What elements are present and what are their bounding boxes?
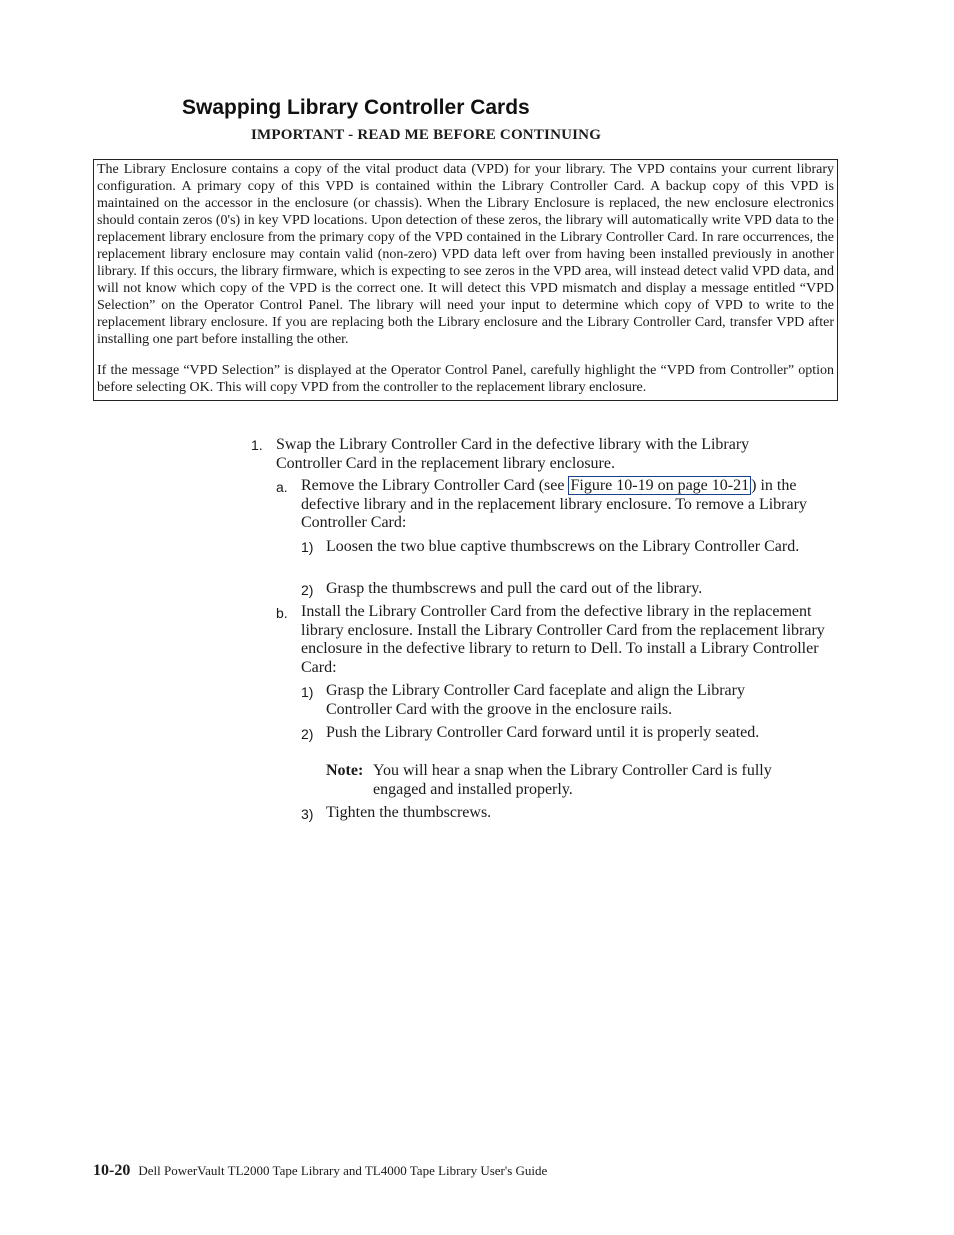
page-heading: Swapping Library Controller Cards	[182, 96, 530, 119]
step-b1-text: Grasp the Library Controller Card faceplate and align the Library Controller Card with the groove in the enclosure rails.	[326, 682, 745, 718]
page-footer	[93, 1162, 547, 1180]
note-label: Note:	[326, 762, 364, 779]
note-text: You will hear a snap when the Library Controller Card is fully engaged and installed properly.	[373, 762, 772, 798]
step-1-number: 1.	[251, 437, 263, 453]
step-b-text: Install the Library Controller Card from the defective library in the replacement library enclosure. Install the Library Controller Card from the replacement library enclosure in the defective library to return to Dell. To install a Library Controller Card:	[301, 603, 825, 676]
step-b3-text: Tighten the thumbscrews.	[326, 804, 492, 821]
step-b1-number: 1)	[301, 684, 314, 700]
step-a-text-pre: Remove the Library Controller Card (see	[301, 477, 569, 494]
step-a-label: a.	[276, 479, 288, 495]
page-number: 10-20	[93, 1162, 131, 1179]
step-a1-text: Loosen the two blue captive thumbscrews on the Library Controller Card.	[326, 538, 800, 555]
step-1-text: Swap the Library Controller Card in the defective library with the Library Controller Card in the replacement library enclosure.	[276, 436, 750, 472]
step-a2-number: 2)	[301, 582, 314, 598]
notice-paragraph-1: The Library Enclosure contains a copy of the vital product data (VPD) for your library. The VPD contains your current library configuration. A primary copy of this VPD is contained within the Library Controller Card. A backup copy of this VPD is maintained on the accessor in the enclosure (or chassis). When the Library Enclosure is replaced, the new enclosure electronics should contain zeros (0's) in key VPD locations. Upon detection of these zeros, the library will automatically write VPD data to the replacement library enclosure from the primary copy of the VPD contained in the Library Controller Card. In rare occurrences, the replacement library enclosure may contain valid (non-zero) VPD data left over from having been installed previously in another library. If this occurs, the library firmware, which is expecting to see zeros in the VPD area, will instead detect valid VPD data, and will not know which copy of the VPD is the correct one. It will detect this VPD mismatch and display a message entitled “VPD Selection” on the Operator Control Panel. The library will need your input to determine which copy of VPD to write to the replacement library enclosure. If you are replacing both the Library enclosure and the Library Controller Card, transfer VPD after installing one part before installing the other.	[97, 162, 834, 347]
figure-reference-link[interactable]: Figure 10-19 on page 10-21	[570, 477, 750, 494]
step-a2-text: Grasp the thumbscrews and pull the card out of the library.	[326, 580, 703, 597]
step-b2-number: 2)	[301, 726, 314, 742]
step-a1-number: 1)	[301, 539, 314, 555]
step-b2-text: Push the Library Controller Card forward until it is properly seated.	[326, 724, 760, 741]
step-a-text	[301, 477, 836, 533]
important-subheading: IMPORTANT - READ ME BEFORE CONTINUING	[251, 127, 602, 143]
notice-paragraph-2: If the message “VPD Selection” is displayed at the Operator Control Panel, carefully highlight the “VPD from Controller” option before selecting OK. This will copy VPD from the controller to the replacement library enclosure.	[97, 363, 834, 395]
important-notice-box	[93, 159, 838, 401]
step-a-text-post: ) in the defective library and in the replacement library enclosure. To remove a Library Controller Card:	[301, 477, 807, 531]
step-b3-number: 3)	[301, 806, 314, 822]
book-title: Dell PowerVault TL2000 Tape Library and TL4000 Tape Library User's Guide	[138, 1163, 548, 1178]
step-b-label: b.	[276, 605, 288, 621]
